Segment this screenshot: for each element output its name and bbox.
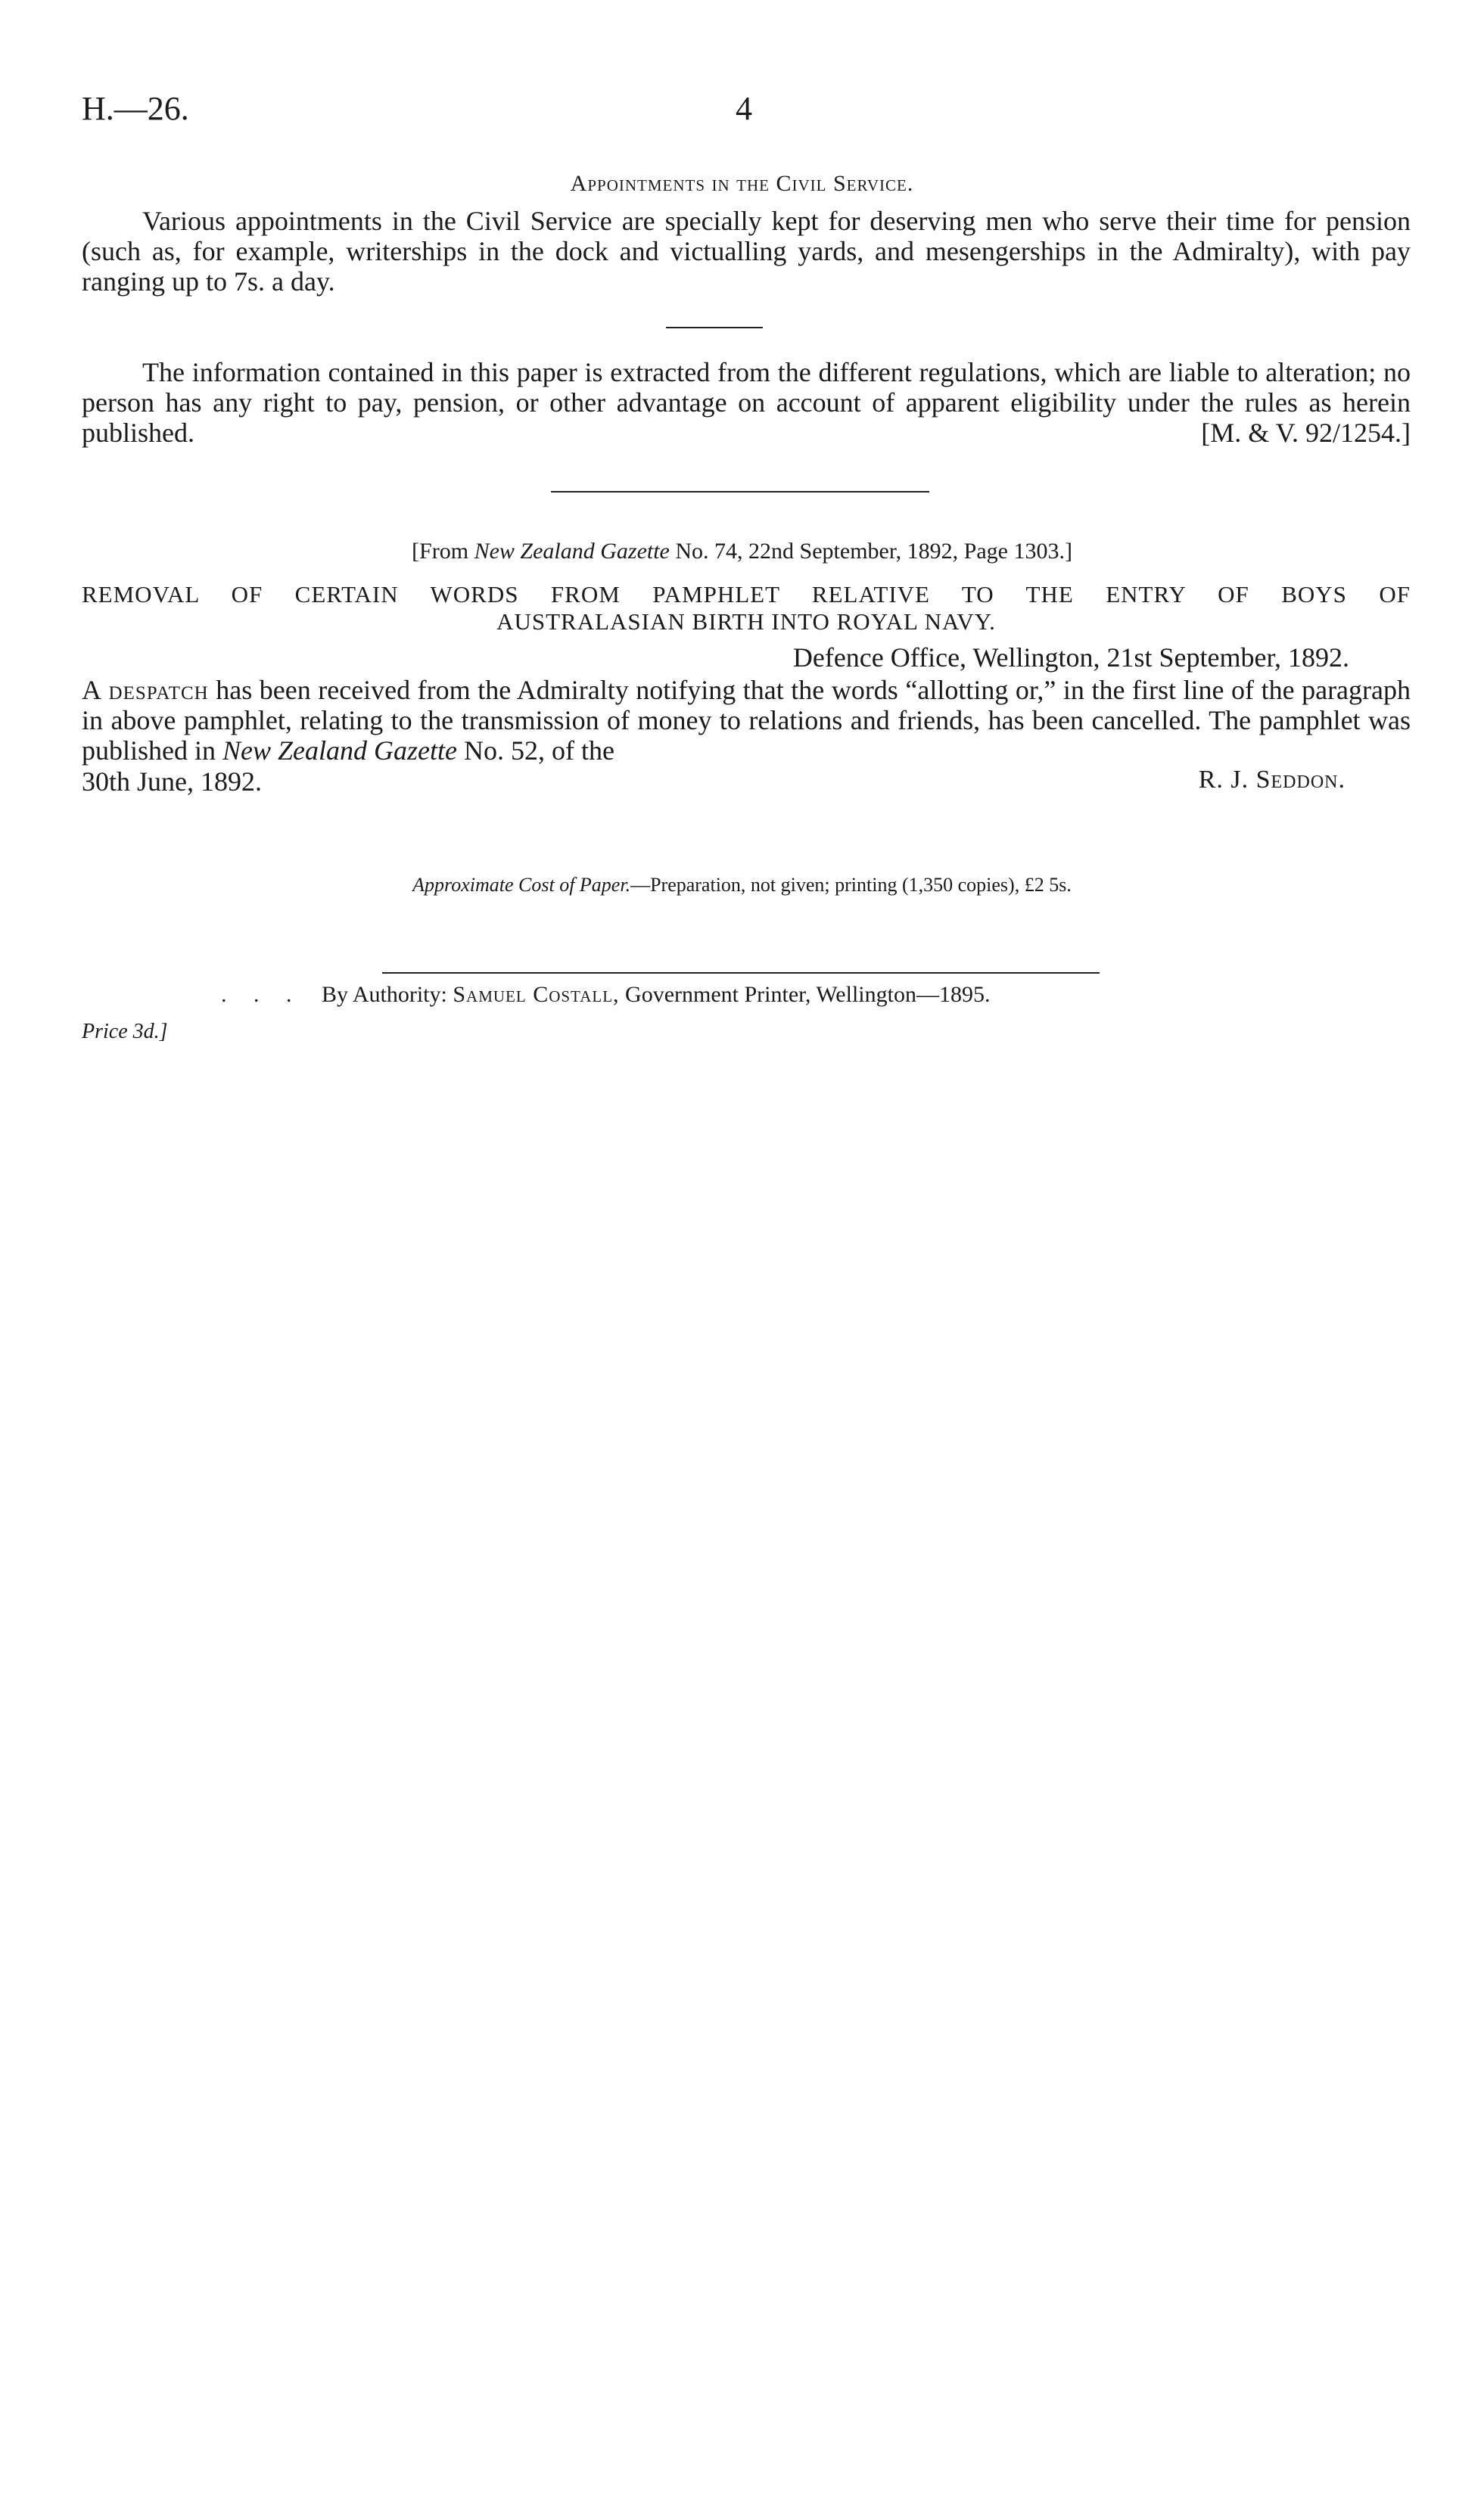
page-number: 4 (736, 90, 752, 127)
civil-service-text: Various appointments in the Civil Service are specially kept for deserving men who serve their time for pension (such as, for example, writerships in the dock and victualling yards, and mesengerships in the Admiralty), with pay ranging up to 7s. a day. (82, 206, 1411, 297)
signature: R. J. Seddon. (1198, 766, 1346, 794)
information-text: The information contained in this paper is extracted from the different regulations, which are liable to alteration; no person has any right to pay, pension, or other advantage on account of apparent eligibility under the rules as herein published. (82, 357, 1411, 448)
publication-date: 30th June, 1892. (82, 766, 262, 797)
despatch-paragraph (82, 675, 1411, 766)
printer-prefix: By Authority: (322, 982, 447, 1007)
gazette-citation-prefix: [From (412, 539, 469, 564)
civil-service-heading: Appointments in the Civil Service. (570, 171, 914, 196)
civil-service-paragraph (82, 206, 1411, 297)
printer-divider (382, 972, 1100, 974)
removal-heading (82, 581, 1411, 635)
despatch-text-part2: No. 52, of the (463, 735, 614, 766)
gazette-citation (0, 539, 1484, 564)
information-paragraph (82, 357, 1411, 448)
section-divider-short (666, 327, 763, 328)
section-divider-long (551, 491, 929, 493)
despatch-gazette-title: New Zealand Gazette (222, 735, 457, 766)
cost-of-paper (0, 874, 1484, 896)
printer-suffix: Government Printer, Wellington—1895. (625, 982, 991, 1007)
printer-name: Samuel Costall, (453, 982, 620, 1007)
price-label: Price 3d.] (82, 1020, 168, 1043)
printer-imprint (322, 982, 990, 1008)
document-reference: H.—26. (82, 90, 189, 127)
cost-text: —Preparation, not given; printing (1,350 copies), £2 5s. (630, 874, 1072, 896)
removal-heading-line1: REMOVAL OF CERTAIN WORDS FROM PAMPHLET RELATIVE TO THE ENTRY OF BOYS OF (82, 581, 1411, 607)
defence-office-dateline: Defence Office, Wellington, 21st September, 1892. (792, 642, 1349, 673)
regulation-reference: [M. & V. 92/1254.] (1201, 418, 1411, 448)
gazette-citation-title: New Zealand Gazette (474, 539, 670, 564)
despatch-lead-word: A despatch (82, 675, 209, 705)
removal-heading-line2: AUSTRALASIAN BIRTH INTO ROYAL NAVY. (496, 608, 996, 635)
despatch-text-part1: has been received from the Admiralty notifying that the words “allotting or,” in the first line of the paragraph in above pamphlet, relating to the transmission of money to relations and friends, has been cancelled. The pamphlet was published in (82, 675, 1411, 766)
cost-label: Approximate Cost of Paper. (412, 874, 631, 896)
gazette-citation-suffix: No. 74, 22nd September, 1892, Page 1303.] (675, 539, 1072, 564)
decorative-dots: . . . (221, 982, 303, 1007)
